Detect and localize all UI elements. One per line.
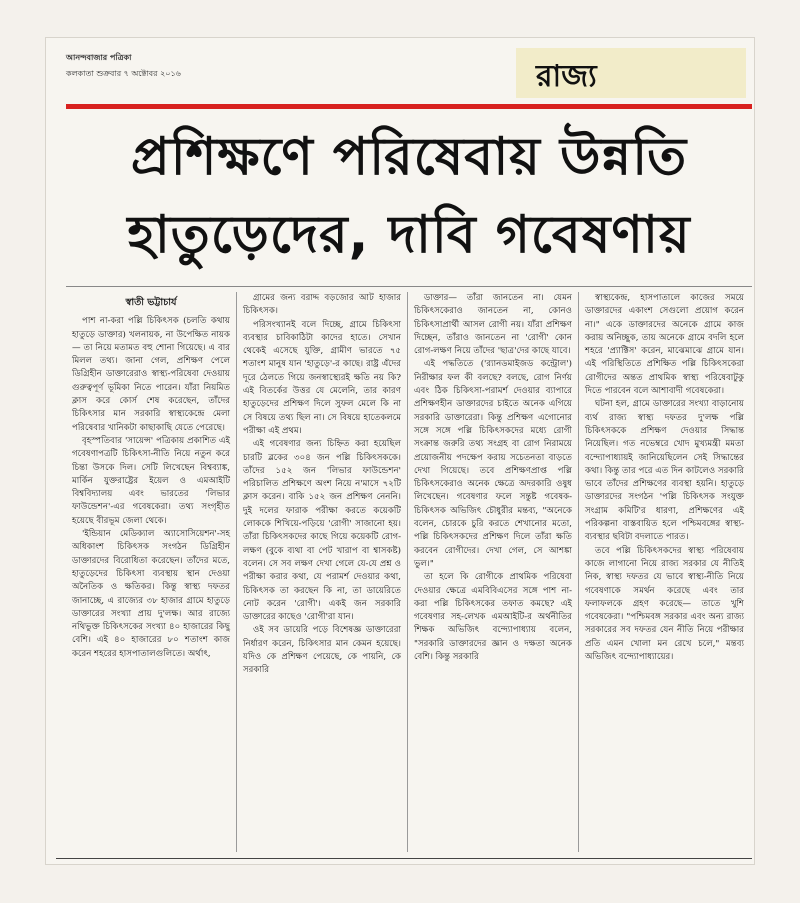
newspaper-name: আনন্দবাজার পত্রিকা bbox=[66, 53, 132, 62]
article-body bbox=[66, 292, 752, 852]
paragraph: ঘটনা হল, গ্রামে ডাক্তারের সংখ্যা বাড়ানোয় ব্যর্থ রাজ্য স্বাস্থ্য দফতর দু'লক্ষ পল্লি চিকিৎসককে প্রশিক্ষণ দেওয়ার সিদ্ধান্ত নিয়েছিল। গত নভেম্বরে খোদ মুখ্যমন্ত্রী মমতা বন্দ্যোপাধ্যায়ই জানিয়েছিলেন সেই সিদ্ধান্তের কথা। কিন্তু তার পরে এত দিন কাটলেও সরকারি ভাবে তাঁদের প্রশিক্ষণের ব্যবস্থা হয়নি। হাতুড়ে ডাক্তারদের সংগঠন 'পল্লি চিকিৎসক সংযুক্ত সংগ্রাম কমিটি'র ধারণা, প্রশিক্ষণের এই পরিকল্পনা বাস্তবায়িত হলে পশ্চিমবঙ্গের স্বাস্থ্য-ব্যবস্থার ছবিটা বদলাতে পারত। bbox=[585, 399, 744, 543]
red-divider bbox=[66, 104, 752, 109]
headline-line-2: হাতুড়েদের, দাবি গবেষণায় bbox=[127, 205, 691, 265]
section-label: রাজ্য bbox=[536, 59, 597, 94]
article-column-2 bbox=[237, 292, 408, 852]
date-line: কলকাতা শুক্রবার ৭ অক্টোবর ২০১৬ bbox=[66, 69, 181, 78]
paragraph: তবে পল্লি চিকিৎসকদের স্বাস্থ্য পরিষেবায় কাজে লাগানো নিয়ে রাজ্য সরকার যে নীতিই নিক, স্বাস্থ্য দফতর যে ভাবে স্বাস্থ্য-নীতি নিয়ে গবেষণাকে সমর্থন করেছে এবং তার ফলাফলকে গ্রহণ করেছে— তাতে খুশি গবেষকেরা। "পশ্চিমবঙ্গ সরকার এবং অন্য রাজ্য সরকারের সব দফতর যেন নীতি নিয়ে পরীক্ষার প্রতি এমন খোলা মন রেখে চলে," মন্তব্য অভিজিৎ বন্দ্যোপাধ্যায়ের। bbox=[585, 545, 744, 663]
paragraph: ডাক্তার— তাঁরা জানতেন না। যেমন চিকিৎসকেরাও জানতেন না, কোনও চিকিৎসাপ্রার্থী আসল রোগী নয়। যাঁরা প্রশিক্ষণ দিচ্ছেন, তাঁরাও জানতেন না 'রোগী' কোন রোগ-লক্ষণ নিয়ে তাঁদের 'ছাত্র'দের কাছে যাবে। bbox=[414, 293, 572, 357]
article-column-1 bbox=[66, 292, 237, 852]
headline-line-1: প্রশিক্ষণে পরিষেবায় উন্নতি bbox=[130, 127, 688, 187]
headline bbox=[66, 118, 752, 274]
paragraph: তা হলে কি রোগীকে প্রাথমিক পরিষেবা দেওয়ার ক্ষেত্রে এমবিবিএসের সঙ্গে পাশ না-করা পল্লি চিকিৎসকের তফাত কমছে? এই গবেষণার সহ-লেখক এমআইটি-র অর্থনীতির শিক্ষক অভিজিৎ বন্দ্যোপাধ্যায় বলেন, "সরকারি ডাক্তারদের জ্ঞান ও দক্ষতা অনেক বেশি। কিন্তু সরকারি bbox=[414, 572, 572, 663]
article-column-4 bbox=[579, 292, 750, 852]
paragraph: স্বাস্থ্যকেন্দ্র, হাসপাতালে কাজের সময়ে ডাক্তারদের একাংশ সেগুলো প্রয়োগ করেন না।" একে ডাক্তারদের অনেকে গ্রামে কাজ করায় অনিচ্ছুক, তায় অনেকে গ্রামে বদলি হলে শহরে 'প্র্যাক্টিস' করেন, মাঝেমাঝে গ্রামে যান। এই পরিস্থিতিতে প্রশিক্ষিত পল্লি চিকিৎসকেরা রোগীদের অন্তত প্রাথমিক স্বাস্থ্য পরিষেবাটুকু দিতে পারবেন বলে আশাবাদী গবেষকেরা। bbox=[585, 293, 744, 397]
paragraph: বৃহস্পতিবার 'সায়েন্স' পত্রিকায় প্রকাশিত এই গবেষণাপত্রটি চিকিৎসা-নীতি নিয়ে নতুন করে চিন্তা উসকে দিল। সেটি লিখেছেন বিশ্বব্যাঙ্ক, মার্কিন যুক্তরাষ্ট্রের ইয়েল ও এমআইটি বিশ্ববিদ্যালয় এবং ভারতের 'লিভার ফাউন্ডেশন'-এর গবেষকেরা। তথ্য সংগৃহীত হয়েছে বীরভূম জেলা থেকে। bbox=[72, 435, 230, 526]
paragraph: এই গবেষণার জন্য চিহ্নিত করা হয়েছিল চারটি ব্লকের ৩০৪ জন পল্লি চিকিৎসককে। তাঁদের ১৫২ জন 'লিভার ফাউন্ডেশন' পরিচালিত প্রশিক্ষণে অংশ নিয়ে ন'মাসে ৭২টি ক্লাস করেন। বাকি ১৫২ জন প্রশিক্ষণ নেননি। দুই দলের ফারাক পরীক্ষা করতে কয়েকটি লোককে শিখিয়ে-পড়িয়ে 'রোগী' সাজানো হয়। তাঁরা চিকিৎসকদের কাছে গিয়ে কয়েকটি রোগ-লক্ষণ (বুকে ব্যথা বা পেট খারাপ বা শ্বাসকষ্ট) বলেন। সে সব লক্ষণ দেখা গেলে যে-যে প্রশ্ন ও পরীক্ষা করার কথা, যে পরামর্শ দেওয়ার কথা, চিকিৎসক তা করছেন কি না, তা ডায়েরিতে নোট করেন 'রোগী'। একই জন সরকারি ডাক্তারের কাছেও 'রোগী'রা যান। bbox=[243, 439, 401, 623]
paragraph: ওই সব ডায়েরি পড়ে বিশেষজ্ঞ ডাক্তারেরা নির্ধারণ করেন, চিকিৎসার মান কেমন হয়েছে। যদিও কে প্রশিক্ষণ পেয়েছে, কে পায়নি, কে সরকারি bbox=[243, 625, 401, 676]
paragraph: গ্রামের জন্য বরাদ্দ বড়জোর আট হাজার চিকিৎসক। bbox=[243, 293, 401, 317]
paragraph: 'ইন্ডিয়ান মেডিক্যাল অ্যাসোসিয়েশন'-সহ অধিকাংশ চিকিৎসক সংগঠন ডিগ্রিহীন ডাক্তারদের বিরোধিতা করেছেন। তাঁদের মতে, হাতুড়েদের চিকিৎসা ব্যবস্থায় স্থান দেওয়া অনৈতিক ও ক্ষতিকর। কিন্তু স্বাস্থ্য দফতর জানাচ্ছে, এ রাজ্যের ৩৮ হাজার গ্রামে হাতুড়ে ডাক্তারের সংখ্যা প্রায় দু'লক্ষ। আর রাজ্যে নথিভুক্ত চিকিৎসকের সংখ্যা ৪০ হাজারের কিছু বেশি। এই ৪০ হাজারের ৮০ শতাংশ কাজ করেন শহরের হাসপাতালগুলিতে। অর্থাৎ, bbox=[72, 529, 230, 659]
headline-divider bbox=[66, 286, 752, 287]
masthead bbox=[66, 48, 746, 104]
section-label-box bbox=[516, 48, 746, 98]
byline: স্বাতী ভট্টাচার্য bbox=[125, 297, 177, 308]
paragraph: পরিসংখ্যানই বলে দিচ্ছে, গ্রামে চিকিৎসা ব্যবস্থার চাবিকাঠিটা কাদের হাতে। সেখান থেকেই এসেছে যুক্তি, গ্রামীণ ভারতে ৭৫ শতাংশ মানুষ যান 'হাতুড়ে'-র কাছে। রাষ্ট্র এঁদের দূরে ঠেলতে গিয়ে জনস্বাস্থ্যেরই ক্ষতি নয় কি? এই বিতর্কের উত্তর যে মেলেনি, তার কারণ হাতুড়েদের প্রশিক্ষণ দিলে সুফল মেলে কি না সে বিষয়ে তথ্য ছিল না। সে বিষয়ে হাতেকলমে পরীক্ষা এই প্রথম। bbox=[243, 319, 401, 436]
paragraph: পাশ না-করা পল্লি চিকিৎসক (চলতি কথায় হাতুড়ে ডাক্তার) খলনায়ক, না উপেক্ষিত নায়ক— তা নিয়ে মতামত বহু শোনা গিয়েছে। এ বার মিলল তথ্য। জানা গেল, প্রশিক্ষণ পেলে ডিগ্রিহীন ডাক্তারেরাও স্বাস্থ্য-পরিষেবা দেওয়ায় গুরুত্বপূর্ণ ভূমিকা নিতে পারেন। যাঁরা নিয়মিত ক্লাস করে কোর্স শেষ করেছেন, তাঁদের চিকিৎসার মান সরকারি স্বাস্থ্যকেন্দ্রে মেলা পরিষেবার খানিকটা কাছাকাছি যেতে পেরেছে। bbox=[72, 316, 230, 433]
paragraph: এই পদ্ধতিতে ('র‍্যানডমাইজড কন্ট্রোল') নিরীক্ষার ফল কী বলছে? বলছে, রোগ নির্ণয় এবং ঠিক চিকিৎসা-পরামর্শ দেওয়ার ব্যাপারে প্রশিক্ষণহীন ডাক্তারদের চাইতে অনেক এগিয়ে সরকারি ডাক্তারেরা। কিন্তু প্রশিক্ষণ এগোনোর সঙ্গে সঙ্গে পল্লি চিকিৎসকদের মধ্যে রোগী সংক্রান্ত জরুরি তথ্য সংগ্রহ বা রোগ নিরাময়ে প্রয়োজনীয় পদক্ষেপ করায় সচেতনতা বাড়তে দেখা গিয়েছে। তবে প্রশিক্ষণপ্রাপ্ত পল্লি চিকিৎসকেরাও অনেক ক্ষেত্রে অদরকারি ওষুধ লিখেছেন। গবেষণার ফলে সন্তুষ্ট গবেষক-চিকিৎসক অভিজিৎ চৌধুরীর মন্তব্য, "অনেকে বলেন, চোরকে চুরি করতে শেখানোর মতো, পল্লি চিকিৎসকদের প্রশিক্ষণ দিলে তাঁরা ক্ষতি করবেন রোগীদের। দেখা গেল, সে আশঙ্কা ভুল।" bbox=[414, 359, 572, 569]
article-column-3 bbox=[408, 292, 579, 852]
bottom-divider bbox=[56, 858, 752, 859]
